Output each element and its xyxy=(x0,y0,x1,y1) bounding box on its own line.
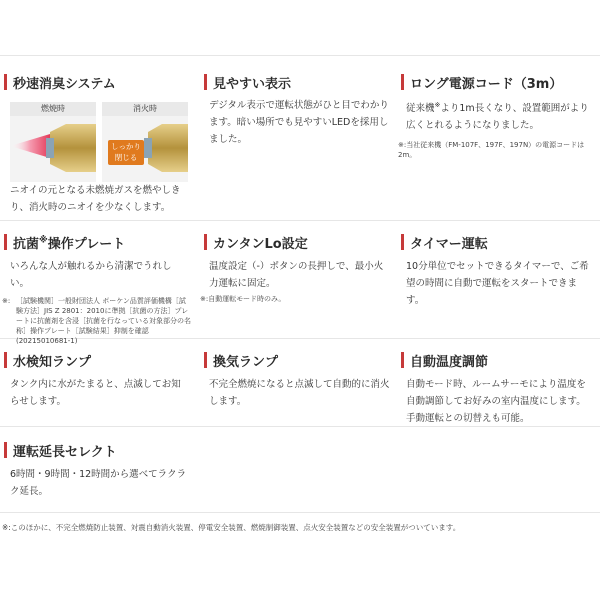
feature-desc: タンク内に水がたまると、点滅してお知らせします。 xyxy=(10,379,181,407)
accent-bar xyxy=(4,352,7,368)
feature-title: 自動温度調節 xyxy=(410,354,489,370)
feature-desc: ニオイの元となる未燃焼ガスを燃やしきり、消火時のニオイを少なくします。 xyxy=(10,185,181,213)
feature-title: ロング電源コード（3m） xyxy=(410,76,563,92)
feature-desc: 10分単位でセットできるタイマーで、ご希望の時間に自動で運転をスタートできます。 xyxy=(406,261,589,306)
accent-bar xyxy=(204,352,207,368)
feature-note: ※:自動運転モード時のみ。 xyxy=(200,295,286,303)
feature-title: カンタンLo設定 xyxy=(213,236,308,252)
close-tightly-badge: しっかり閉じる xyxy=(108,140,144,165)
panel-extinguish xyxy=(102,102,188,182)
panel-burning xyxy=(10,102,96,182)
burner-illustration xyxy=(10,102,188,182)
feature-desc xyxy=(406,97,594,134)
feature-note-mark: ※: xyxy=(2,297,11,305)
accent-bar xyxy=(401,234,404,250)
title-part: 操作プレート xyxy=(47,236,126,252)
feature-desc: 自動モード時、ルームサーモにより温度を自動調節してお好みの室内温度にします。手動運転との切替えも可能。 xyxy=(406,379,586,424)
feature-title: 秒速消臭システム xyxy=(13,76,116,92)
divider xyxy=(0,55,600,56)
note-mark: ※ xyxy=(39,235,48,246)
accent-bar xyxy=(4,442,7,458)
accent-bar xyxy=(4,234,7,250)
feature-desc: 6時間・9時間・12時間から選べてラクラク延長。 xyxy=(10,469,187,497)
note-mark: ※ xyxy=(434,101,441,109)
feature-desc: いろんな人が触れるから清潔でうれしい。 xyxy=(10,261,172,289)
feature-note: ［試験機関］一般財団法人 ボーケン品質評価機構［試験方法］JIS Z 2801：2010に準拠［抗菌の方法］プレートに抗菌剤を含浸［抗菌を行なっている対象部分の名称］操作プレート［試験結果］抑制を確認(20215010681-1) xyxy=(16,297,191,345)
burner-flame-icon xyxy=(10,116,96,182)
divider xyxy=(0,220,600,221)
desc-part: 従来機 xyxy=(406,103,435,115)
feature-title: 運転延長セレクト xyxy=(13,444,117,460)
feature-desc: 温度設定（-）ボタンの長押しで、最小火力運転に固定。 xyxy=(209,261,384,289)
label-extinguish: 消火時 xyxy=(102,102,188,116)
feature-title: タイマー運転 xyxy=(410,236,488,252)
divider xyxy=(0,512,600,513)
feature-title xyxy=(13,233,125,252)
feature-desc: デジタル表示で運転状態がひと目でわかります。暗い場所でも見やすいLEDを採用しました。 xyxy=(209,100,389,145)
footnote: ※:このほかに、不完全燃焼防止装置、対震自動消火装置、停電安全装置、燃焼制御装置、点火安全装置などの安全装置がついています。 xyxy=(2,523,461,532)
feature-title: 見やすい表示 xyxy=(213,76,292,92)
accent-bar xyxy=(4,74,7,90)
label-burning: 燃焼時 xyxy=(10,102,96,116)
feature-note: ※:当社従来機（FM-107F、197F、197N）の電源コードは2m。 xyxy=(398,141,585,159)
accent-bar xyxy=(401,352,404,368)
title-part: 抗菌 xyxy=(13,236,40,252)
accent-bar xyxy=(204,234,207,250)
feature-title: 水検知ランプ xyxy=(13,354,92,370)
feature-title: 換気ランプ xyxy=(213,354,279,370)
accent-bar xyxy=(204,74,207,90)
accent-bar xyxy=(401,74,404,90)
feature-desc: 不完全燃焼になると点滅して自動的に消火します。 xyxy=(209,379,390,407)
desc-part: より1m長くなり、設置範囲がより広くとれるようになりました。 xyxy=(406,103,589,132)
